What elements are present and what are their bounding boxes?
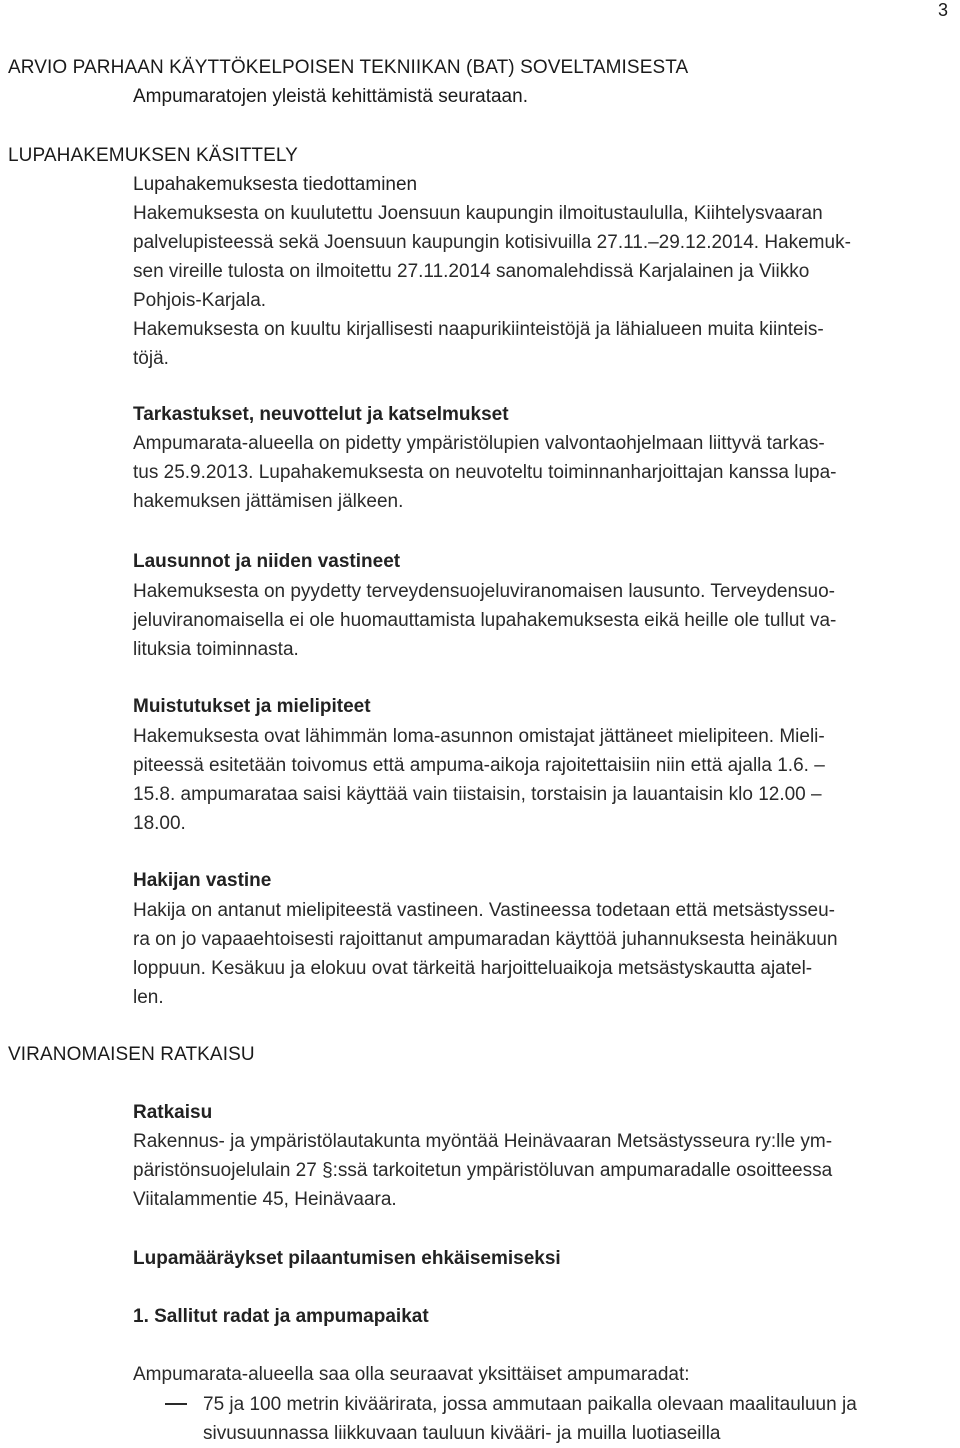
response-title: Hakijan vastine	[133, 870, 272, 891]
opinions-text: Hakemuksesta ovat lähimmän loma-asunnon omistajat jättäneet mielipiteen. Mieli- piteessä esitetään toivomus että ampuma-aikoja rajoitettaisiin niin että ajalla 1.6. – 15.8. ampumarataa saisi käyttää vain tiistaisin, torstaisin ja lauantaisin klo 12.00 – 18.00.	[133, 726, 825, 834]
inspections-title: Tarkastukset, neuvottelut ja katselmukset	[133, 404, 509, 425]
list-item	[165, 1390, 955, 1448]
item1-intro: Ampumarata-alueella saa olla seuraavat yksittäiset ampumaradat:	[133, 1364, 690, 1385]
dash-bullet-icon	[165, 1403, 187, 1405]
inspections-text: Ampumarata-alueella on pidetty ympäristölupien valvontaohjelmaan liittyvä tarkas- tus 25.9.2013. Lupahakemuksesta on neuvoteltu toiminnanharjoittajan kanssa lupa- hakemuksen jättämisen jälkeen.	[133, 433, 837, 512]
ruling-text: Rakennus- ja ympäristölautakunta myöntää Heinävaaran Metsästysseura ry:lle ym- päristönsuojelulain 27 §:ssä tarkoitetun ympäristöluvan ampumaradalle osoitteessa Viitalammentie 45, Heinävaara.	[133, 1131, 833, 1210]
bat-text: Ampumaratojen yleistä kehittämistä seurataan.	[133, 86, 528, 107]
notification-text: Hakemuksesta on kuulutettu Joensuun kaupungin ilmoitustaululla, Kiihtelysvaaran palvelupisteessä sekä Joensuun kaupungin kotisivuilla 27.11.–29.12.2014. Hakemuk- sen vireille tulosta on ilmoitettu 27.11.2014 sanomalehdissä Karjalainen ja Viikko Pohjois-Karjala. Hakemuksesta on kuultu kirjallisesti naapurikiinteistöjä ja lähialueen muita kiinteis- töjä.	[133, 203, 851, 369]
opinions-title: Muistutukset ja mielipiteet	[133, 696, 371, 717]
item1-title: 1. Sallitut radat ja ampumapaikat	[133, 1306, 429, 1327]
application-heading: LUPAHAKEMUKSEN KÄSITTELY	[8, 145, 298, 166]
statements-title: Lausunnot ja niiden vastineet	[133, 551, 401, 572]
conditions-title: Lupamääräykset pilaantumisen ehkäisemiseksi	[133, 1248, 561, 1269]
notification-title: Lupahakemuksesta tiedottaminen	[133, 174, 418, 195]
statements-text: Hakemuksesta on pyydetty terveydensuojeluviranomaisen lausunto. Terveydensuo- jeluviranomaisella ei ole huomauttamista lupahakemuksesta eikä heille ole tullut va- lituksia toiminnasta.	[133, 581, 837, 660]
bat-heading: ARVIO PARHAAN KÄYTTÖKELPOISEN TEKNIIKAN (BAT) SOVELTAMISESTA	[8, 57, 689, 78]
decision-heading: VIRANOMAISEN RATKAISU	[8, 1044, 255, 1065]
ruling-title: Ratkaisu	[133, 1102, 213, 1123]
page-number: 3	[937, 0, 948, 20]
response-text: Hakija on antanut mielipiteestä vastineen. Vastineessa todetaan että metsästysseu- ra on jo vapaaehtoisesti rajoittanut ampumaradan käyttöä juhannuksesta heinäkuun loppuun. Kesäkuu ja elokuu ovat tärkeitä harjoitteluaikoja metsästyskautta ajatel- len.	[133, 900, 838, 1008]
list-item-text: 75 ja 100 metrin kiväärirata, jossa ammutaan paikalla olevaan maalitauluun ja sivusuunnassa liikkuvaan tauluun kivääri- ja muilla luotiaseilla	[203, 1394, 857, 1444]
